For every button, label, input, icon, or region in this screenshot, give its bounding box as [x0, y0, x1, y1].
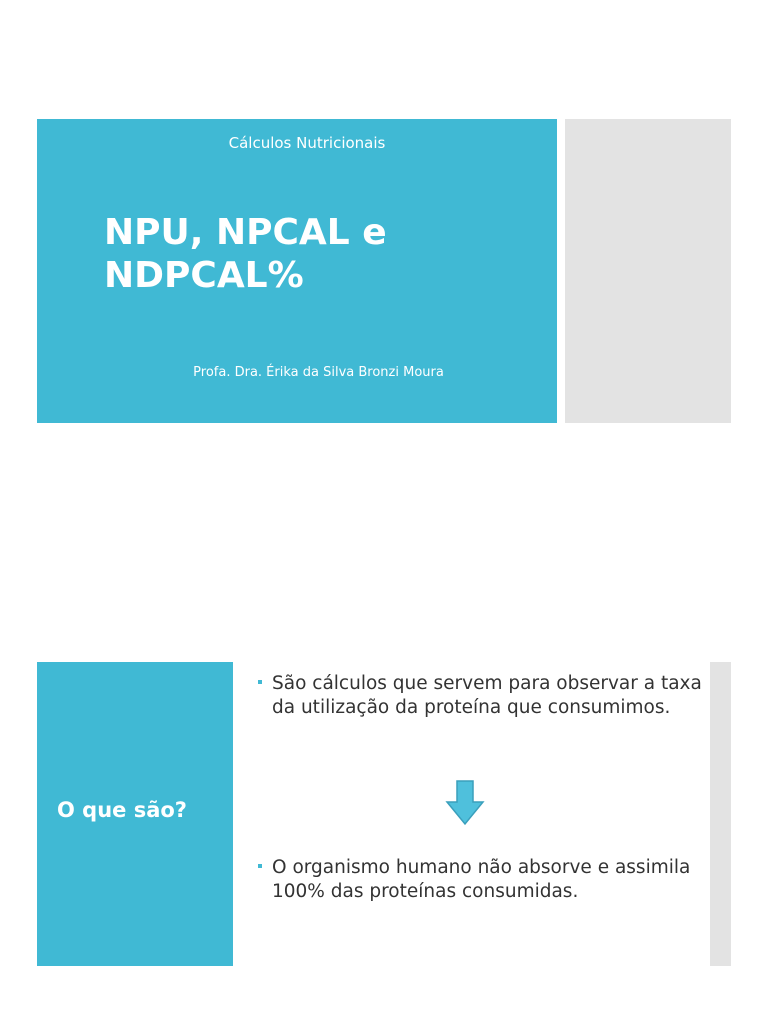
bullet-item — [256, 672, 712, 720]
square-bullet-icon — [258, 864, 262, 868]
bullet-text: São cálculos que servem para observar a taxa da utilização da proteína que consumimos. — [272, 673, 702, 718]
slide-title-line-2: NDPCAL% — [104, 255, 304, 296]
content-slide-side-panel — [710, 662, 731, 966]
bullet-item — [256, 856, 712, 904]
arrow-down-icon — [445, 780, 485, 826]
content-slide-heading: O que são? — [57, 798, 187, 822]
slide-title — [104, 211, 524, 297]
title-slide-side-panel — [565, 119, 731, 423]
title-slide-panel — [37, 119, 557, 423]
title-slide — [37, 119, 731, 423]
bullet-text: O organismo humano não absorve e assimila 100% das proteínas consumidas. — [272, 857, 691, 902]
slide-subtitle: Cálculos Nutricionais — [228, 134, 386, 152]
square-bullet-icon — [258, 680, 262, 684]
content-slide-heading-panel — [37, 662, 233, 966]
content-slide — [37, 662, 731, 966]
slide-author: Profa. Dra. Érika da Silva Bronzi Moura — [193, 365, 444, 380]
slide-title-line-1: NPU, NPCAL e — [104, 212, 387, 253]
